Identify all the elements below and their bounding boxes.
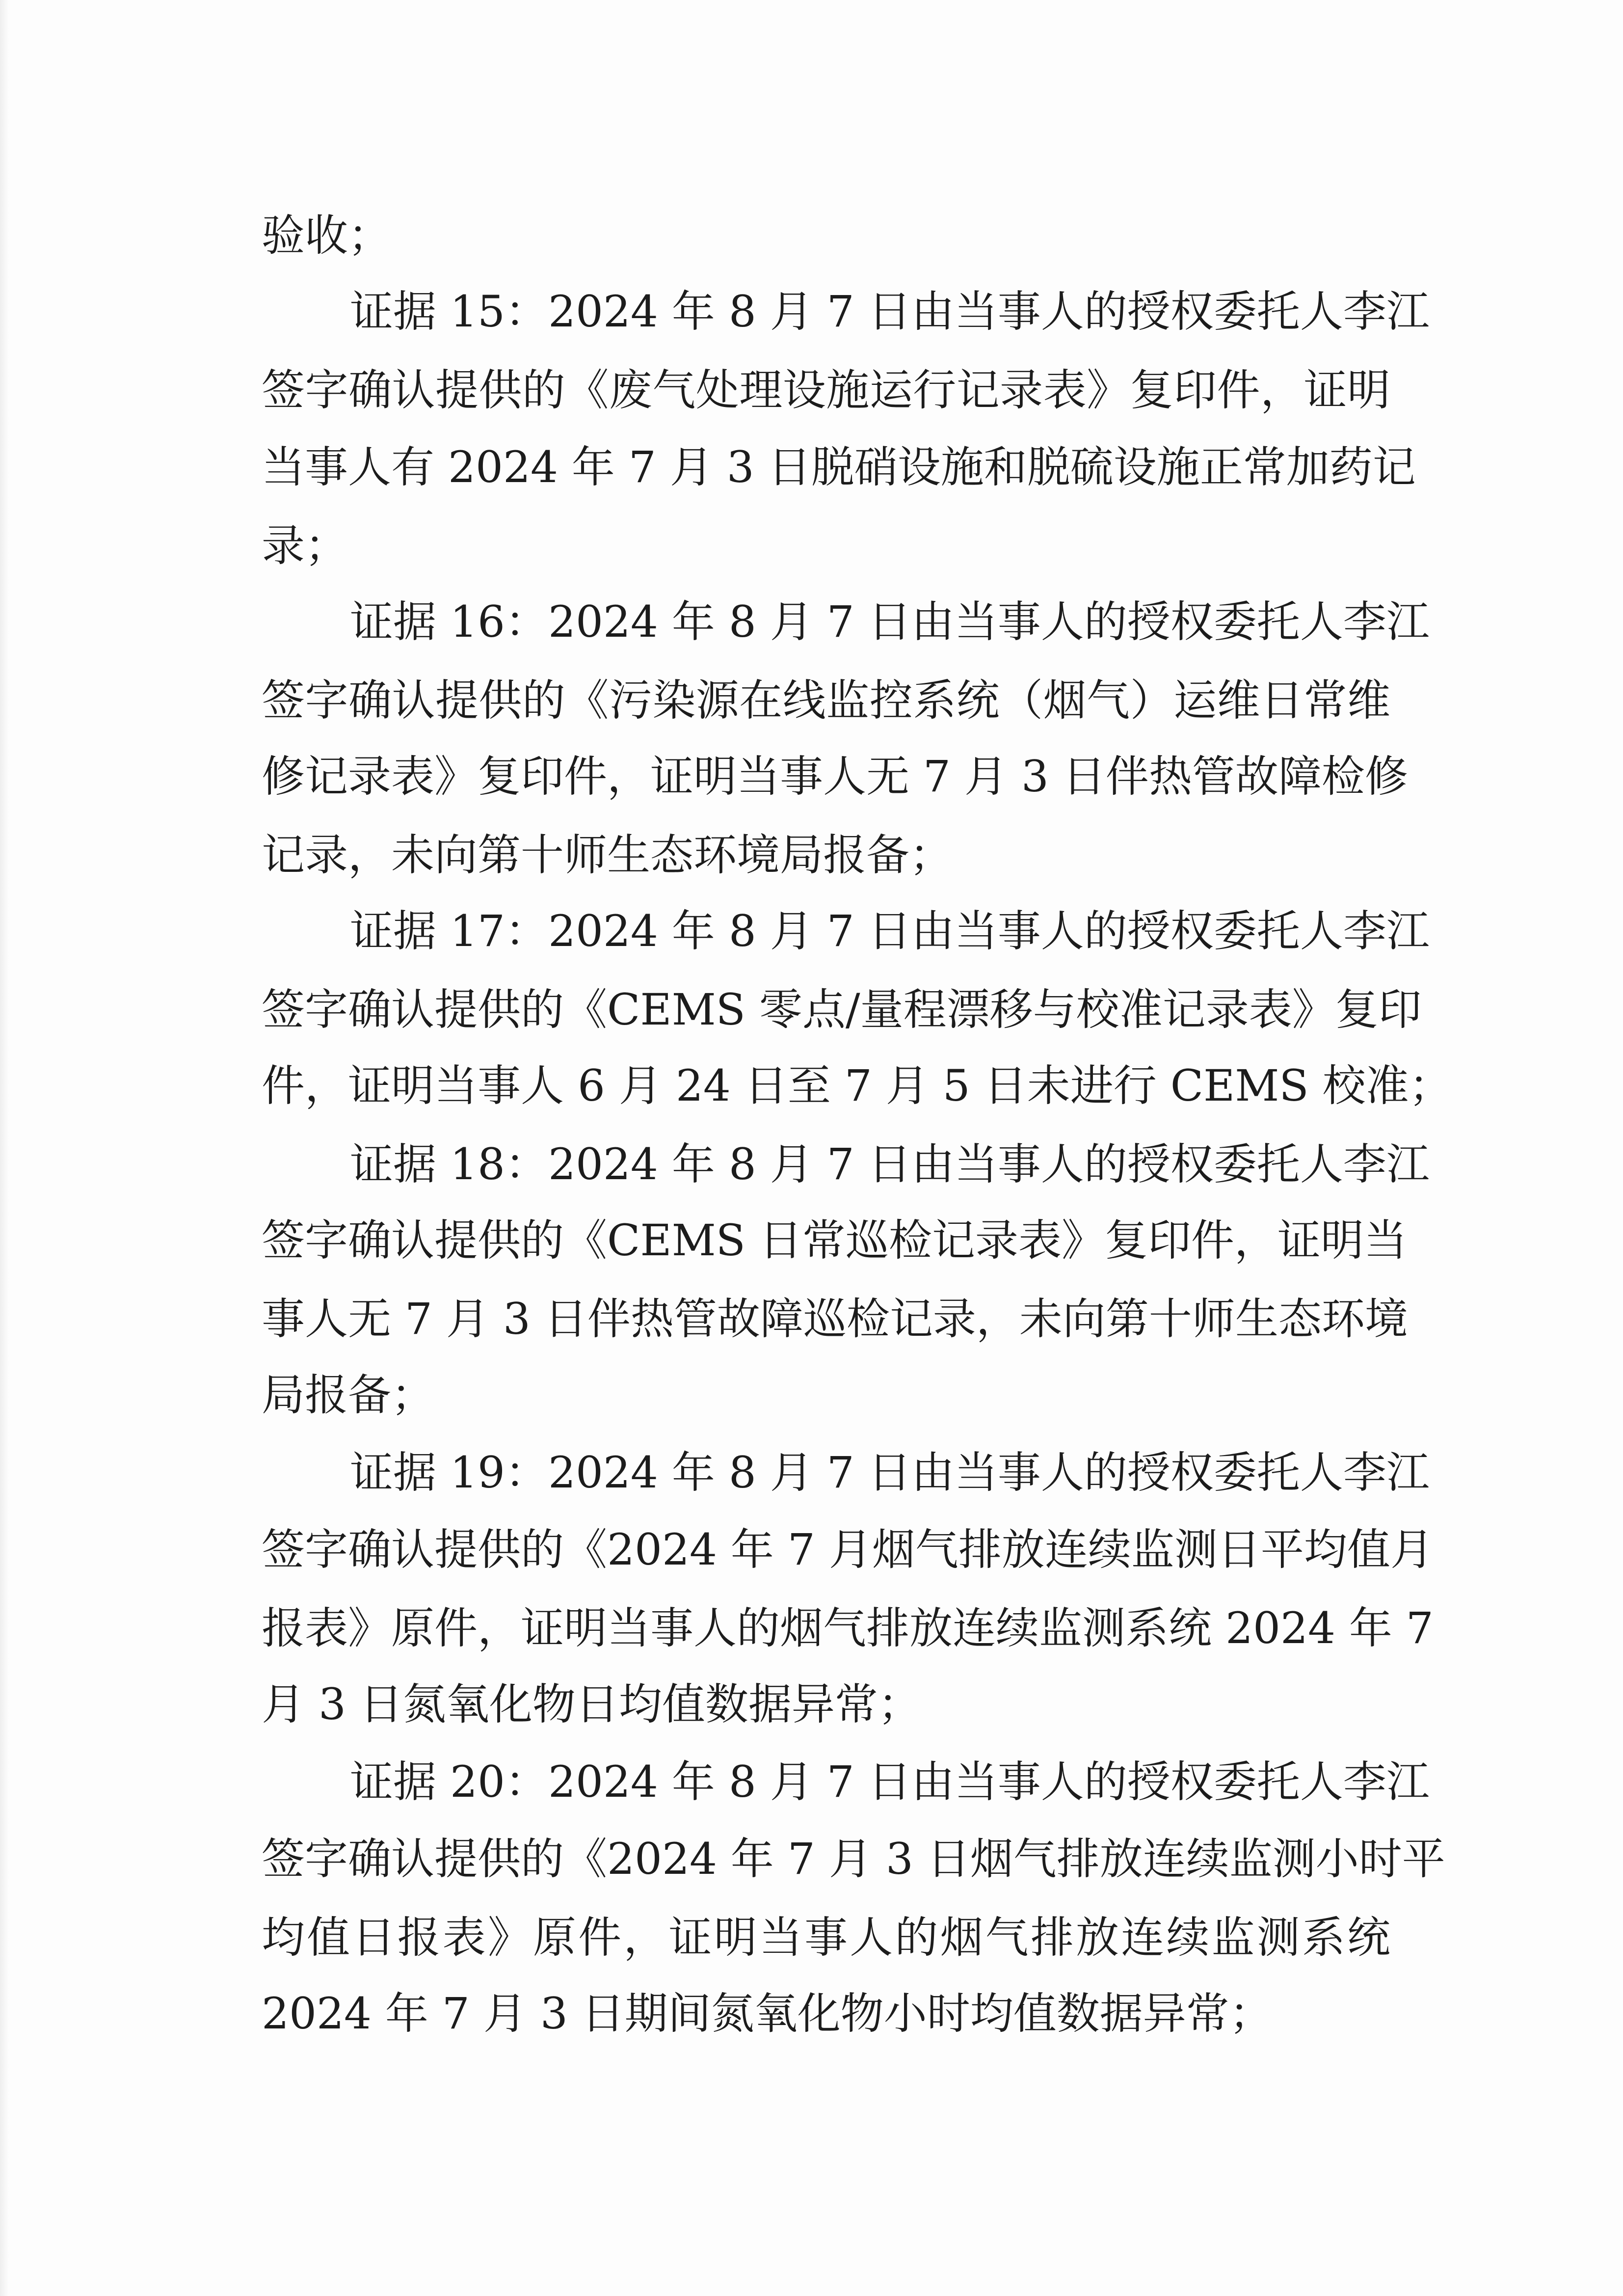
text-line-16: 局报备； — [262, 1370, 435, 1420]
scan-edge-shadow — [0, 0, 9, 2296]
text-line-15: 事人无 7 月 3 日伴热管故障巡检记录，未向第十师生态环境 — [262, 1294, 1408, 1344]
text-line-4: 当事人有 2024 年 7 月 3 日脱硝设施和脱硫设施正常加药记 — [262, 442, 1416, 492]
text-line-20: 月 3 日氮氧化物日均值数据异常； — [262, 1679, 921, 1729]
text-line-3: 签字确认提供的《废气处理设施运行记录表》复印件，证明 — [262, 365, 1390, 415]
evidence-15-heading-line: 证据 15：2024 年 8 月 7 日由当事人的授权委托人李江 — [350, 286, 1430, 337]
text-line-14: 签字确认提供的《CEMS 日常巡检记录表》复印件，证明当 — [262, 1215, 1407, 1266]
text-line-7: 签字确认提供的《污染源在线监控系统（烟气）运维日常维 — [262, 675, 1390, 726]
text-line-24: 2024 年 7 月 3 日期间氮氧化物小时均值数据异常； — [262, 1988, 1273, 2039]
evidence-19-heading-line: 证据 19：2024 年 8 月 7 日由当事人的授权委托人李江 — [350, 1447, 1430, 1498]
text-line-18: 签字确认提供的《2024 年 7 月烟气排放连续监测日平均值月 — [262, 1524, 1434, 1575]
evidence-18-heading-line: 证据 18：2024 年 8 月 7 日由当事人的授权委托人李江 — [350, 1139, 1430, 1189]
text-line-11: 签字确认提供的《CEMS 零点/量程漂移与校准记录表》复印 — [262, 984, 1422, 1035]
text-line-23: 均值日报表》原件，证明当事人的烟气排放连续监测系统 — [262, 1912, 1390, 1963]
text-line-1: 验收； — [262, 210, 392, 261]
text-line-8: 修记录表》复印件，证明当事人无 7 月 3 日伴热管故障检修 — [262, 751, 1408, 802]
text-line-22: 签字确认提供的《2024 年 7 月 3 日烟气排放连续监测小时平 — [262, 1834, 1445, 1884]
text-line-9: 记录，未向第十师生态环境局报备； — [262, 830, 953, 880]
evidence-20-heading-line: 证据 20：2024 年 8 月 7 日由当事人的授权委托人李江 — [350, 1756, 1430, 1807]
text-line-5: 录； — [262, 520, 348, 571]
text-line-12: 件，证明当事人 6 月 24 日至 7 月 5 日未进行 CEMS 校准； — [262, 1060, 1452, 1111]
evidence-17-heading-line: 证据 17：2024 年 8 月 7 日由当事人的授权委托人李江 — [350, 906, 1430, 956]
evidence-16-heading-line: 证据 16：2024 年 8 月 7 日由当事人的授权委托人李江 — [350, 596, 1430, 647]
text-line-19: 报表》原件，证明当事人的烟气排放连续监测系统 2024 年 7 — [262, 1603, 1434, 1653]
